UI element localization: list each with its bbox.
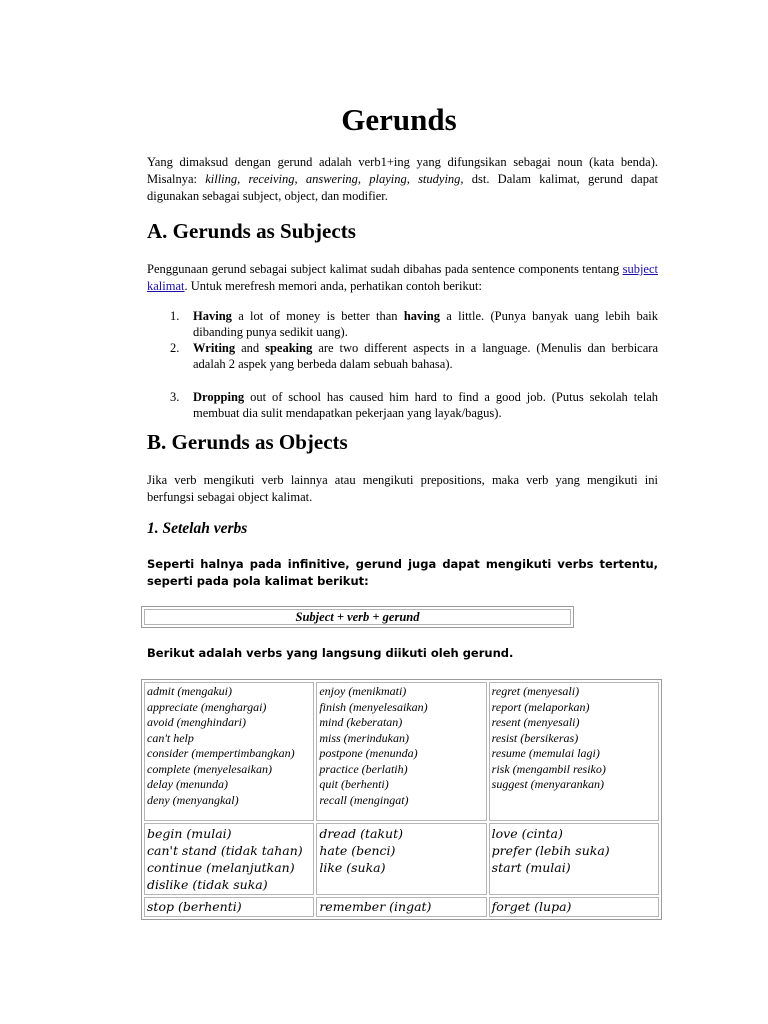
gerund-word: speaking <box>265 341 313 355</box>
verb-entry: forget (lupa) <box>491 899 572 914</box>
verb-entry: resist (bersikeras) <box>491 730 579 745</box>
table-cell <box>489 823 659 895</box>
list-text: a lot of money is better than <box>231 309 404 323</box>
verb-entry: start (mulai) <box>491 860 571 875</box>
list-item <box>160 308 658 340</box>
table-cell <box>316 682 486 821</box>
verb-entry: delay (menunda) <box>147 777 228 791</box>
section-b-paragraph: Jika verb mengikuti verb lainnya atau mengikuti prepositions, maka verb yang mengikuti ini berfungsi sebagai object kalimat. <box>147 473 658 504</box>
subsection-heading: 1. Setelah verbs <box>147 520 248 537</box>
section-a-text-2: . Untuk merefresh memori anda, perhatikan contoh berikut: <box>184 279 482 293</box>
verb-entry: recall (mengingat) <box>319 792 409 807</box>
list-number: 2. <box>170 341 180 355</box>
verb-entry: practice (berlatih) <box>319 761 408 776</box>
section-a-text-1: Penggunaan gerund sebagai subject kalimat sudah dibahas pada sentence components tentang <box>147 262 623 276</box>
verb-entry: postpone (menunda) <box>319 746 418 760</box>
table-row <box>144 823 659 895</box>
verb-entry: appreciate (menghargai) <box>147 699 267 714</box>
section-a-paragraph <box>147 261 658 295</box>
list-item <box>160 340 658 372</box>
verb-entry: suggest (menyarankan) <box>491 777 604 791</box>
list-item <box>160 389 658 421</box>
verb-entry: remember (ingat) <box>319 899 432 914</box>
subject-examples-list <box>160 308 658 421</box>
verb-entry: risk (mengambil resiko) <box>491 761 606 776</box>
verb-entry: continue (melanjutkan) <box>147 860 295 875</box>
verb-entry: begin (mulai) <box>147 826 232 841</box>
table-cell <box>316 823 486 895</box>
intro-examples: killing, receiving, answering, playing, studying, <box>205 172 464 186</box>
verb-entry: hate (benci) <box>319 843 396 858</box>
table-cell <box>489 897 659 917</box>
subject-kalimat-link[interactable]: subject kalimat <box>147 262 658 293</box>
table-intro: Berikut adalah verbs yang langsung diikuti oleh gerund. <box>147 646 514 660</box>
verb-entry: resume (memulai lagi) <box>491 746 600 760</box>
list-text: are two different aspects in a language. (Menulis dan berbicara adalah 2 aspek yang berbeda dalam sebuah bahasa). <box>193 341 658 371</box>
verb-entry: dislike (tidak suka) <box>147 877 268 892</box>
gerund-word: Writing <box>193 341 236 355</box>
verb-entry: deny (menyangkal) <box>147 792 239 807</box>
section-b-heading: B. Gerunds as Objects <box>147 430 348 454</box>
verb-entry: stop (berhenti) <box>147 899 242 914</box>
verb-entry: consider (mempertimbangkan) <box>147 746 295 760</box>
formula-box <box>141 606 574 628</box>
verb-entry: resent (menyesali) <box>491 715 580 729</box>
list-number: 3. <box>170 390 180 404</box>
verb-entry: complete (menyelesaikan) <box>147 761 272 776</box>
verb-entry: quit (berhenti) <box>319 777 389 791</box>
verb-entry: regret (menyesali) <box>491 684 580 698</box>
verb-entry: miss (merindukan) <box>319 730 409 745</box>
verb-entry: like (suka) <box>319 860 386 875</box>
list-number: 1. <box>170 309 180 323</box>
verb-entry: enjoy (menikmati) <box>319 684 407 698</box>
table-cell <box>144 823 314 895</box>
intro-paragraph <box>147 154 658 205</box>
table-row <box>144 682 659 821</box>
list-text: out of school has caused him hard to find a good job. (Putus sekolah telah membuat dia sulit mendapatkan pekerjaan yang layak/bagus). <box>193 390 658 420</box>
gerund-note: Seperti halnya pada infinitive, gerund juga dapat mengikuti verbs tertentu, seperti pada pola kalimat berikut: <box>147 557 658 588</box>
list-text: a little. (Punya banyak uang lebih baik dibanding punya sedikit uang). <box>193 309 658 339</box>
verb-entry: avoid (menghindari) <box>147 715 246 729</box>
verb-entry: finish (menyelesaikan) <box>319 699 428 714</box>
section-a-heading: A. Gerunds as Subjects <box>147 219 356 243</box>
gerund-word: Dropping <box>193 390 245 404</box>
table-cell <box>144 682 314 821</box>
gerund-word: having <box>403 309 440 323</box>
table-cell <box>316 897 486 917</box>
formula-text: Subject + verb + gerund <box>144 609 571 625</box>
page-title: Gerunds <box>341 102 457 137</box>
verb-entry: admit (mengakui) <box>147 684 232 698</box>
verb-entry: prefer (lebih suka) <box>491 843 610 858</box>
table-cell <box>144 897 314 917</box>
verb-entry: love (cinta) <box>491 826 563 841</box>
verb-entry: mind (keberatan) <box>319 715 403 729</box>
table-cell <box>489 682 659 821</box>
verbs-table <box>141 679 662 920</box>
verb-entry: can't stand (tidak tahan) <box>147 843 303 858</box>
verb-entry: dread (takut) <box>319 826 404 841</box>
table-row <box>144 897 659 917</box>
intro-text-2: dst. Dalam kalimat, gerund dapat digunakan sebagai subject, object, dan modifier. <box>147 172 658 203</box>
gerund-word: Having <box>193 309 232 323</box>
intro-text-1: Yang dimaksud dengan gerund adalah verb1+ing yang difungsikan sebagai noun (kata benda). Misalnya: <box>147 155 658 186</box>
list-text: and <box>235 341 266 355</box>
verb-entry: can't help <box>147 730 194 745</box>
verb-entry: report (melaporkan) <box>491 699 590 714</box>
